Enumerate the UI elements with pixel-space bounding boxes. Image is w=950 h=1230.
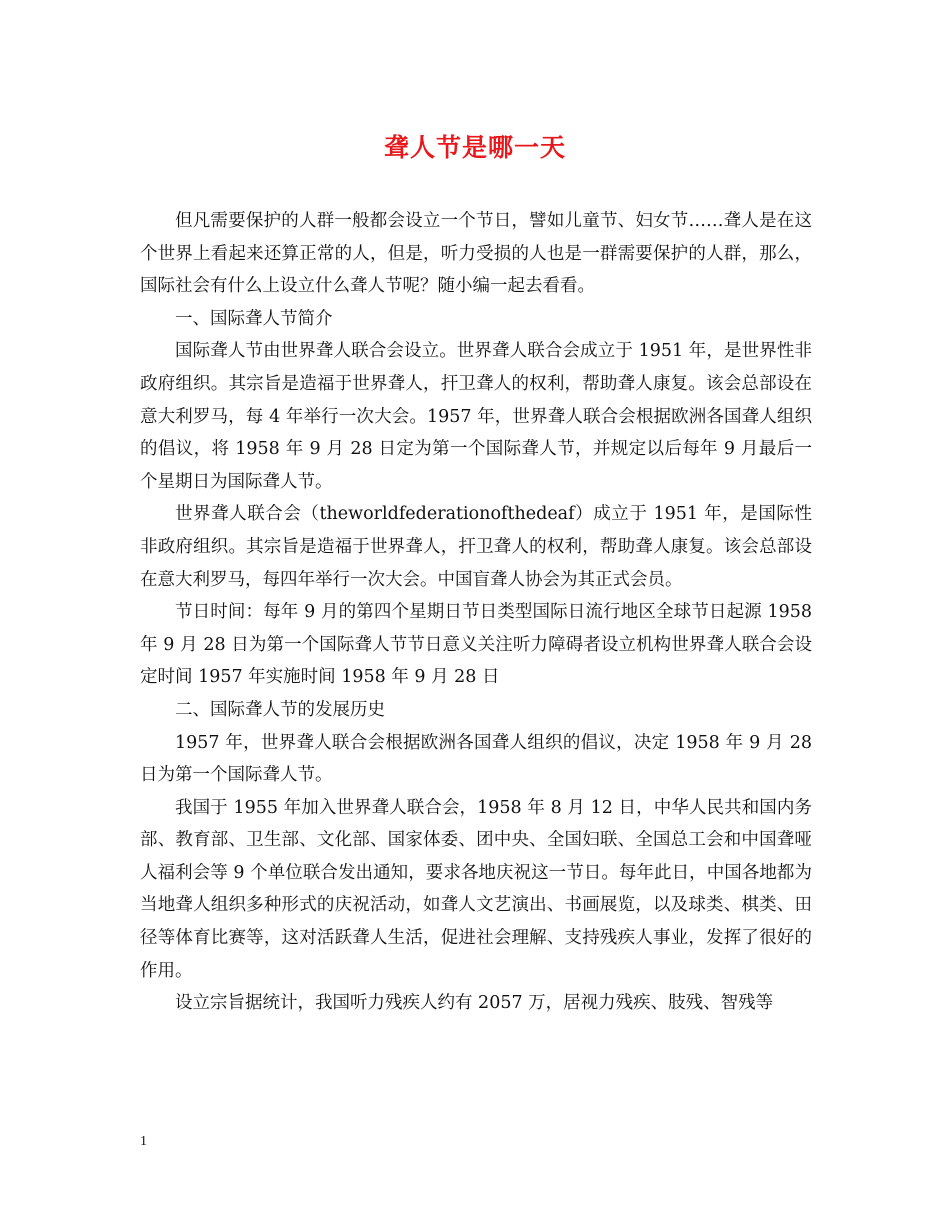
- section-heading-2: 二、国际聋人节的发展历史: [175, 699, 385, 720]
- paragraph-history-1957: 1957 年，世界聋人联合会根据欧洲各国聋人组织的倡议，决定 1958 年 9 月 28 日为第一个国际聋人节。: [140, 732, 812, 786]
- document-body: [140, 205, 812, 1020]
- paragraph-history-china: 我国于 1955 年加入世界聋人联合会，1958 年 8 月 12 日，中华人民共和国内务部、教育部、卫生部、文化部、国家体委、团中央、全国妇联、全国总工会和中国聋哑人福利会等 9 个单位联合发出通知，要求各地庆祝这一节日。每年此日，中国各地都为当地聋人组织多种形式的庆祝活动，如聋人文艺演出、书画展览，以及球类、棋类、田径等体育比赛等，这对活跃聋人生活，促进社会理解、支持残疾人事业，发挥了很好的作用。: [140, 797, 812, 981]
- paragraph-intro: 但凡需要保护的人群一般都会设立一个节日，譬如儿童节、妇女节……聋人是在这个世界上看起来还算正常的人，但是，听力受损的人也是一群需要保护的人群，那么，国际社会有什么上设立什么聋人节呢？随小编一起去看看。: [140, 211, 812, 297]
- paragraph-festival-facts: 节日时间：每年 9 月的第四个星期日节日类型国际日流行地区全球节日起源 1958 年 9 月 28 日为第一个国际聋人节节日意义关注听力障碍者设立机构世界聋人联合会设定时间 1957 年实施时间 1958 年 9 月 28 日: [140, 602, 812, 688]
- paragraph-federation: 世界聋人联合会（theworldfederationofthedeaf）成立于 1951 年，是国际性非政府组织。其宗旨是造福于世界聋人，扞卫聋人的权利，帮助聋人康复。该会总部设在意大利罗马，每四年举行一次大会。中国盲聋人协会为其正式会员。: [140, 504, 812, 590]
- paragraph-purpose: 设立宗旨据统计，我国听力残疾人约有 2057 万，居视力残疾、肢残、智残等: [175, 993, 774, 1014]
- section-heading-1: 一、国际聋人节简介: [175, 308, 333, 329]
- document-title: 聋人节是哪一天: [383, 133, 566, 162]
- page-number: 1: [140, 1134, 147, 1149]
- paragraph-overview: 国际聋人节由世界聋人联合会设立。世界聋人联合会成立于 1951 年，是世界性非政府组织。其宗旨是造福于世界聋人，扞卫聋人的权利，帮助聋人康复。该会总部设在意大利罗马，每 4 年举行一次大会。1957 年，世界聋人联合会根据欧洲各国聋人组织的倡议，将 1958 年 9 月 28 日定为第一个国际聋人节，并规定以后每年 9 月最后一个星期日为国际聋人节。: [140, 341, 812, 492]
